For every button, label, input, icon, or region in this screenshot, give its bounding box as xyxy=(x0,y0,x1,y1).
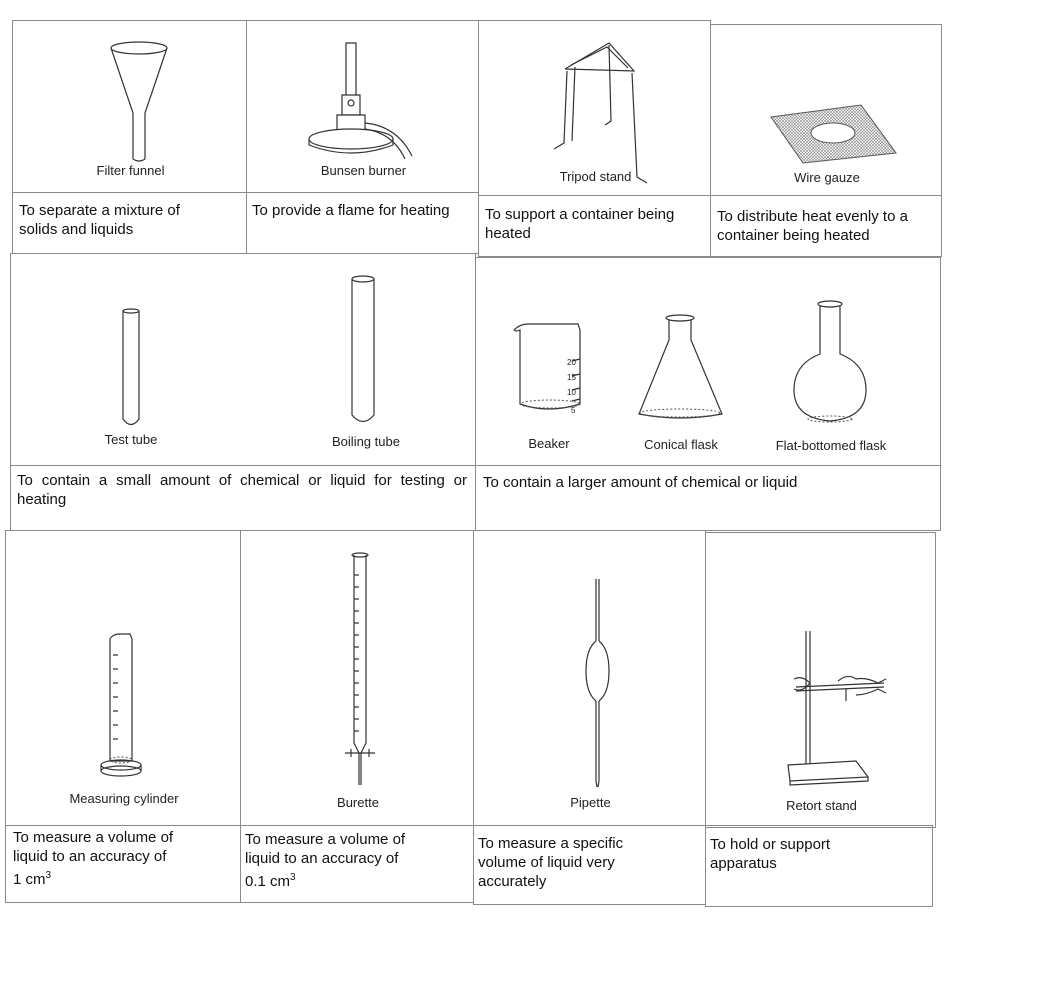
row1-description-filter-funnel xyxy=(12,192,247,254)
row3-description-measuring-cylinder xyxy=(5,825,241,903)
caption-burette: Burette xyxy=(337,795,379,810)
caption-wire-gauze: Wire gauze xyxy=(794,170,860,185)
measuring-cylinder-icon xyxy=(6,531,242,827)
desc-tripod-stand: To support a container being heated xyxy=(485,206,675,242)
desc-burette-unit xyxy=(245,868,470,891)
caption-pipette: Pipette xyxy=(570,795,611,810)
row3-illustration-measuring-cylinder xyxy=(5,530,241,826)
desc-measuring-cylinder-unit xyxy=(13,866,238,889)
desc-wire-gauze: To distribute heat evenly to a container being heated xyxy=(717,208,908,244)
row2-illustration-containers xyxy=(475,257,941,466)
row1-description-bunsen-burner xyxy=(246,192,479,254)
unit-value: 0.1 cm xyxy=(245,873,291,890)
caption-beaker: Beaker xyxy=(528,436,570,451)
burette-icon xyxy=(241,531,475,827)
unit-exponent: 3 xyxy=(45,870,52,881)
row3-description-retort-stand xyxy=(705,825,933,907)
desc-measuring-cylinder-line2: liquid to an accuracy of xyxy=(13,848,167,865)
desc-burette-line1: To measure a volume of xyxy=(245,831,406,848)
row3-description-burette xyxy=(240,825,474,903)
caption-tripod-stand: Tripod stand xyxy=(559,169,632,184)
row2-illustration-tubes xyxy=(10,253,476,466)
beaker-mark-5: 5 xyxy=(571,406,576,415)
desc-retort-stand: To hold or support apparatus xyxy=(710,836,831,872)
caption-test-tube: Test tube xyxy=(104,432,158,447)
desc-pipette: To measure a specific volume of liquid very accurately xyxy=(478,835,624,890)
caption-retort-stand: Retort stand xyxy=(786,798,857,813)
retort-stand-icon xyxy=(706,533,937,829)
desc-bunsen-burner: To provide a flame for heating xyxy=(252,202,450,219)
row1-description-wire-gauze xyxy=(710,195,942,257)
desc-burette xyxy=(245,830,470,891)
beaker-mark-20: 20 xyxy=(567,358,576,367)
unit-exponent: 3 xyxy=(290,872,296,883)
row1-description-tripod-stand xyxy=(478,195,711,257)
beaker-mark-15: 15 xyxy=(567,373,576,382)
caption-flat-bottomed-flask: Flat-bottomed flask xyxy=(775,438,887,453)
row3-description-pipette xyxy=(473,825,706,905)
desc-burette-line2: liquid to an accuracy of xyxy=(245,850,399,867)
caption-conical-flask: Conical flask xyxy=(644,437,718,452)
row3-illustration-retort-stand xyxy=(705,532,936,828)
desc-measuring-cylinder xyxy=(13,828,238,889)
row3-illustration-pipette xyxy=(473,530,706,826)
caption-measuring-cylinder: Measuring cylinder xyxy=(69,791,179,806)
row3-illustration-burette xyxy=(240,530,474,826)
caption-bunsen-burner: Bunsen burner xyxy=(320,163,407,178)
row1-illustration-filter-funnel xyxy=(12,20,247,193)
row1-illustration-tripod-stand xyxy=(478,20,711,196)
caption-filter-funnel: Filter funnel xyxy=(96,163,165,178)
pipette-icon xyxy=(474,531,707,827)
desc-tubes: To contain a small amount of chemical or liquid for testing or heating xyxy=(17,472,467,508)
row1-illustration-bunsen-burner xyxy=(246,20,479,193)
desc-measuring-cylinder-line1: To measure a volume of xyxy=(13,829,174,846)
row2-description-tubes xyxy=(10,465,476,531)
row2-description-containers xyxy=(475,465,941,531)
beaker-mark-10: 10 xyxy=(567,388,576,397)
row1-illustration-wire-gauze xyxy=(710,24,942,196)
desc-filter-funnel: To separate a mixture of solids and liquids xyxy=(19,202,180,238)
desc-containers: To contain a larger amount of chemical or liquid xyxy=(483,474,798,491)
caption-boiling-tube: Boiling tube xyxy=(332,434,400,449)
unit-value: 1 cm xyxy=(13,871,46,888)
